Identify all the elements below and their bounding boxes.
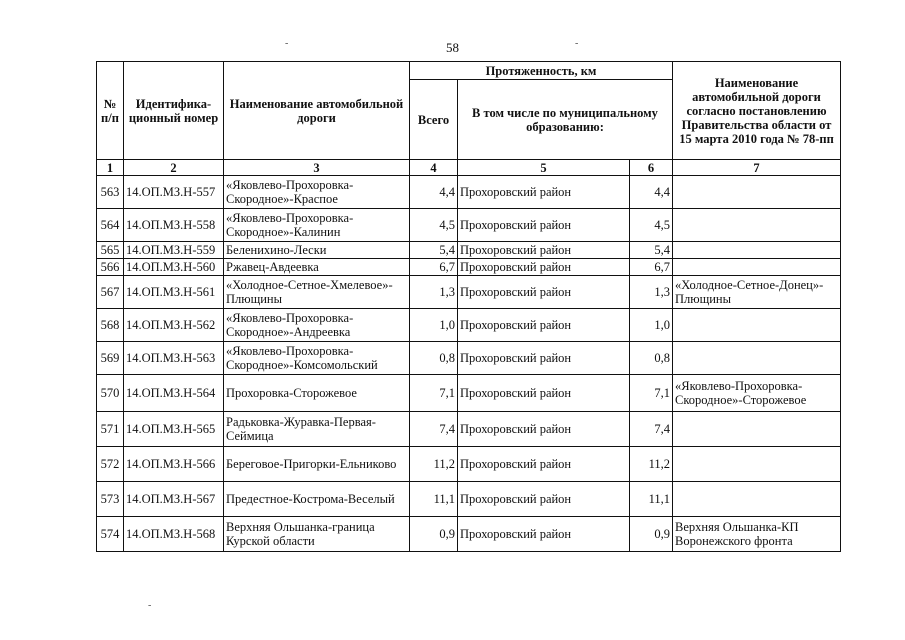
table-row	[97, 209, 841, 242]
cell-id: 14.ОП.МЗ.Н-565	[124, 412, 224, 447]
cell-previous-name: Верхняя Ольшанка-КП Воронежского фронта	[673, 517, 841, 552]
cell-road-name: Радьковка-Журавка-Первая-Сеймица	[224, 412, 410, 447]
cell-road-name: Предестное-Кострома-Веселый	[224, 482, 410, 517]
cell-id: 14.ОП.МЗ.Н-567	[124, 482, 224, 517]
cell-total: 1,0	[410, 309, 458, 342]
column-number: 2	[124, 160, 224, 176]
cell-previous-name	[673, 342, 841, 375]
cell-road-name: «Холодное-Сетное-Хмелевое»-Плющины	[224, 276, 410, 309]
cell-district: Прохоровский район	[458, 412, 630, 447]
cell-id: 14.ОП.МЗ.Н-557	[124, 176, 224, 209]
cell-no: 568	[97, 309, 124, 342]
cell-total: 1,3	[410, 276, 458, 309]
cell-id: 14.ОП.МЗ.Н-561	[124, 276, 224, 309]
cell-district: Прохоровский район	[458, 447, 630, 482]
cell-district: Прохоровский район	[458, 176, 630, 209]
cell-km: 6,7	[630, 259, 673, 276]
cell-no: 573	[97, 482, 124, 517]
cell-total: 11,2	[410, 447, 458, 482]
column-number: 5	[458, 160, 630, 176]
table-row	[97, 412, 841, 447]
header-road-name: Наименование автомобильной дороги	[224, 62, 410, 160]
cell-previous-name	[673, 176, 841, 209]
cell-district: Прохоровский район	[458, 242, 630, 259]
header-no: № п/п	[97, 62, 124, 160]
cell-no: 571	[97, 412, 124, 447]
page-number: 58	[446, 40, 459, 55]
cell-district: Прохоровский район	[458, 342, 630, 375]
cell-id: 14.ОП.МЗ.Н-558	[124, 209, 224, 242]
cell-no: 570	[97, 375, 124, 412]
cell-km: 4,5	[630, 209, 673, 242]
cell-no: 574	[97, 517, 124, 552]
scan-mark: -	[148, 600, 152, 611]
cell-district: Прохоровский район	[458, 259, 630, 276]
cell-id: 14.ОП.МЗ.Н-568	[124, 517, 224, 552]
cell-road-name: Прохоровка-Сторожевое	[224, 375, 410, 412]
cell-previous-name	[673, 482, 841, 517]
cell-road-name: Беленихино-Лески	[224, 242, 410, 259]
cell-previous-name	[673, 242, 841, 259]
cell-total: 0,9	[410, 517, 458, 552]
cell-previous-name	[673, 259, 841, 276]
cell-previous-name	[673, 447, 841, 482]
table-row	[97, 176, 841, 209]
cell-km: 7,1	[630, 375, 673, 412]
cell-total: 5,4	[410, 242, 458, 259]
cell-id: 14.ОП.МЗ.Н-560	[124, 259, 224, 276]
table-row	[97, 242, 841, 259]
cell-id: 14.ОП.МЗ.Н-559	[124, 242, 224, 259]
cell-road-name: «Яковлево-Прохоровка-Скородное»-Андреевка	[224, 309, 410, 342]
cell-road-name: Ржавец-Авдеевка	[224, 259, 410, 276]
cell-total: 6,7	[410, 259, 458, 276]
cell-km: 1,3	[630, 276, 673, 309]
cell-total: 4,4	[410, 176, 458, 209]
cell-km: 0,9	[630, 517, 673, 552]
cell-total: 7,1	[410, 375, 458, 412]
cell-no: 567	[97, 276, 124, 309]
cell-no: 565	[97, 242, 124, 259]
table-row	[97, 375, 841, 412]
column-number: 4	[410, 160, 458, 176]
cell-previous-name	[673, 412, 841, 447]
cell-km: 4,4	[630, 176, 673, 209]
cell-district: Прохоровский район	[458, 517, 630, 552]
header-previous-name: Наименование автомобильной дороги согласно постановлению Правительства области от 15 марта 2010 года № 78-пп	[673, 62, 841, 160]
cell-previous-name: «Холодное-Сетное-Донец»-Плющины	[673, 276, 841, 309]
column-number-row	[97, 160, 841, 176]
cell-no: 566	[97, 259, 124, 276]
cell-district: Прохоровский район	[458, 309, 630, 342]
cell-total: 7,4	[410, 412, 458, 447]
cell-id: 14.ОП.МЗ.Н-562	[124, 309, 224, 342]
table-row	[97, 482, 841, 517]
table-row	[97, 276, 841, 309]
header-row-top	[97, 62, 841, 80]
header-length: Протяженность, км	[410, 62, 673, 80]
cell-road-name: «Яковлево-Прохоровка-Скородное»-Комсомольский	[224, 342, 410, 375]
table-row	[97, 259, 841, 276]
cell-road-name: Береговое-Пригорки-Ельниково	[224, 447, 410, 482]
cell-km: 5,4	[630, 242, 673, 259]
cell-district: Прохоровский район	[458, 209, 630, 242]
cell-district: Прохоровский район	[458, 482, 630, 517]
cell-previous-name	[673, 309, 841, 342]
cell-total: 11,1	[410, 482, 458, 517]
cell-km: 1,0	[630, 309, 673, 342]
table-row	[97, 342, 841, 375]
roads-table	[96, 61, 841, 552]
column-number: 6	[630, 160, 673, 176]
cell-km: 11,1	[630, 482, 673, 517]
header-id: Идентифика-ционный номер	[124, 62, 224, 160]
cell-id: 14.ОП.МЗ.Н-563	[124, 342, 224, 375]
cell-total: 0,8	[410, 342, 458, 375]
cell-district: Прохоровский район	[458, 276, 630, 309]
cell-km: 0,8	[630, 342, 673, 375]
header-total: Всего	[410, 80, 458, 160]
table-row	[97, 309, 841, 342]
cell-no: 572	[97, 447, 124, 482]
cell-district: Прохоровский район	[458, 375, 630, 412]
cell-previous-name	[673, 209, 841, 242]
column-number: 1	[97, 160, 124, 176]
cell-no: 569	[97, 342, 124, 375]
scan-mark: -	[575, 38, 579, 49]
table-row	[97, 447, 841, 482]
cell-no: 564	[97, 209, 124, 242]
header-including: В том числе по муниципальному образованию:	[458, 80, 673, 160]
cell-id: 14.ОП.МЗ.Н-564	[124, 375, 224, 412]
column-number: 3	[224, 160, 410, 176]
cell-km: 11,2	[630, 447, 673, 482]
column-number: 7	[673, 160, 841, 176]
cell-km: 7,4	[630, 412, 673, 447]
cell-road-name: Верхняя Ольшанка-граница Курской области	[224, 517, 410, 552]
cell-no: 563	[97, 176, 124, 209]
scan-mark: -	[285, 38, 289, 49]
cell-total: 4,5	[410, 209, 458, 242]
table-body	[97, 176, 841, 552]
cell-id: 14.ОП.МЗ.Н-566	[124, 447, 224, 482]
table-row	[97, 517, 841, 552]
cell-road-name: «Яковлево-Прохоровка-Скородное»-Калинин	[224, 209, 410, 242]
cell-road-name: «Яковлево-Прохоровка-Скородное»-Краспое	[224, 176, 410, 209]
cell-previous-name: «Яковлево-Прохоровка-Скородное»-Сторожевое	[673, 375, 841, 412]
